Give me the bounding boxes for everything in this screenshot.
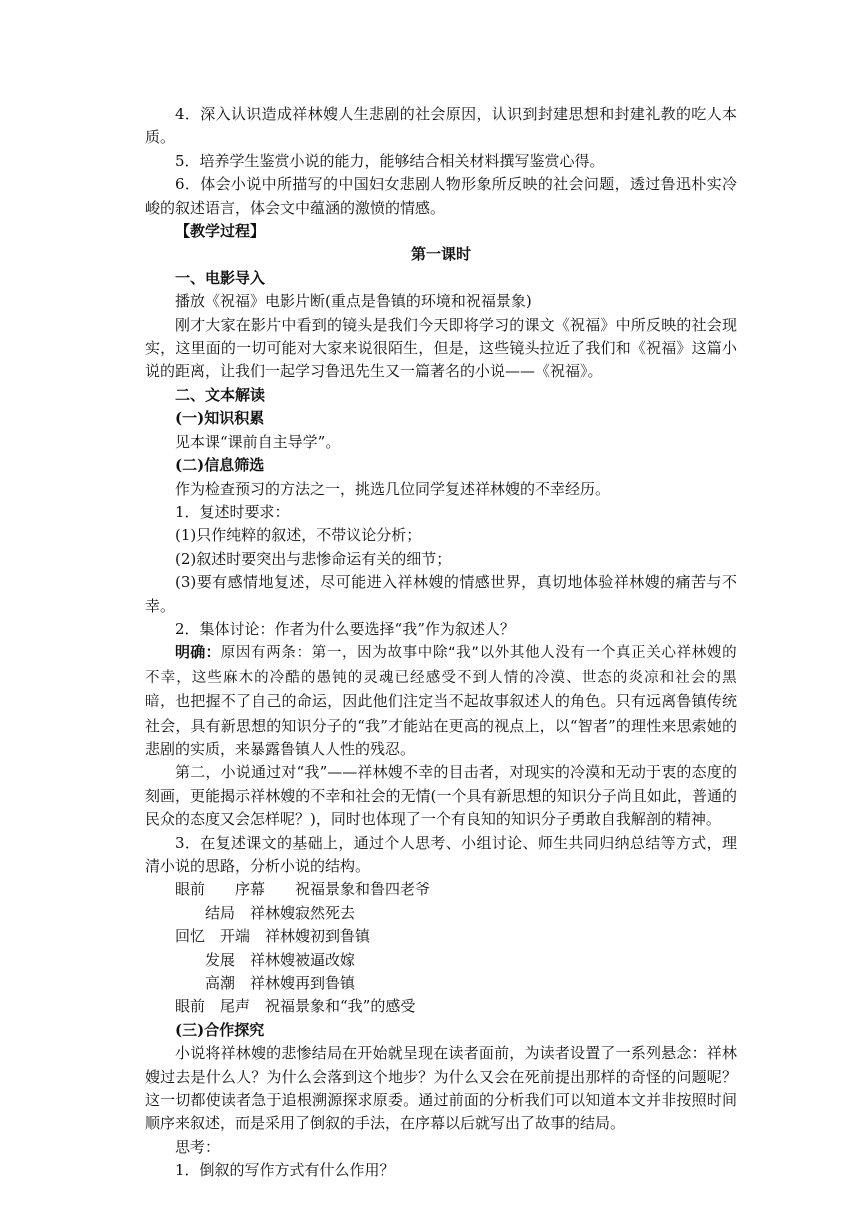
sub2-heading: (二)信息筛选 — [175, 456, 265, 475]
section1-heading: 一、电影导入 — [175, 268, 266, 287]
sub2-intro: 作为检查预习的方法之一，挑选几位同学复述祥林嫂的不幸经历。 — [175, 479, 611, 498]
answer-second: 第二，小说通过对“我”——祥林嫂不幸的目击者，对现实的冷漠和无动于衷的态度的刻画，更能揭示祥林嫂的不幸和社会的无情(一个具有新思想的知识分子尚且如此，普通的民众的态度又会怎样呢？)，同时也体现了一个有良知的知识分子勇敢自我解剖的精神。 — [145, 763, 737, 829]
answer-kai-text: 原因有两条：第一，因为故事中除“我”以外其他人没有一个真正关心祥林嫂的不幸，这些麻木的冷酷的愚钝的灵魂已经感受不到人情的冷漠、世态的炎凉和社会的黑暗， — [145, 645, 737, 711]
section1-para-2: 刚才大家在影片中看到的镜头是我们今天即将学习的课文《祝福》中所反映的社会现实，这里面的一切可能对大家来说很陌生，但是，这些镜头拉近了我们和《祝福》这篇小说的距离，让我们一起学习鲁迅先生又一篇著名的小说——《祝福》。 — [145, 315, 737, 381]
structure-line-4: 发展 祥林嫂被逼改嫁 — [190, 950, 356, 969]
structure-line-6: 眼前 尾声 祝福景象和“我”的感受 — [175, 997, 416, 1016]
sub2-q3: 3．在复述课文的基础上，通过个人思考、小组讨论、师生共同归纳总结等方式，理清小说的思路，分析小说的结构。 — [145, 833, 737, 875]
answer-rest-text: 也把握不了自己的命运，因此他们注定当不起故事叙述人的角色。只有远离鲁镇传统社会，具有新思想的知识分子的“我”才能站在更高的视点上，以“智者”的理性来思索她的悲剧的实质，来暴露鲁镇人人性的残忍。 — [145, 692, 737, 758]
requirement-3: (3)要有感情地复述，尽可能进入祥林嫂的情感世界，真切地体验祥林嫂的痛苦与不幸。 — [145, 573, 737, 615]
structure-line-5: 高潮 祥林嫂再到鲁镇 — [190, 974, 356, 993]
document-page — [145, 103, 737, 1183]
sub3-think: 思考： — [175, 1137, 221, 1156]
sub2-q2: 2．集体讨论：作者为什么要选择“我”作为叙述人？ — [175, 619, 515, 638]
structure-line-3: 回忆 开端 祥林嫂初到鲁镇 — [175, 927, 371, 946]
lesson-title: 第一课时 — [410, 245, 471, 264]
structure-line-2: 结局 祥林嫂寂然死去 — [190, 903, 356, 922]
sub3-para: 小说将祥林嫂的悲惨结局在开始就呈现在读者面前，为读者设置了一系列悬念：祥林嫂过去是什么人？为什么会落到这个地步？为什么又会在死前提出那样的奇怪的问题呢？这一切都使读者急于追根溯源探求原委。通过前面的分析我们可以知道本文并非按照时间顺序来叙述，而是采用了倒叙的手法，在序幕以后就写出了故事的结局。 — [145, 1044, 737, 1133]
objective-6: 6．体会小说中所描写的中国妇女悲剧人物形象所反映的社会问题，透过鲁迅朴实冷峻的叙述语言，体会文中蕴涵的激愤的情感。 — [145, 175, 737, 217]
answer-label: 明确： — [175, 643, 221, 662]
answer-paragraph — [145, 641, 737, 761]
sub2-q1: 1．复述时要求： — [175, 502, 290, 521]
process-heading: 【教学过程】 — [175, 222, 266, 241]
objective-4: 4．深入认识造成祥林嫂人生悲剧的社会原因，认识到封建思想和封建礼教的吃人本质。 — [145, 105, 737, 147]
requirement-2: (2)叙述时要突出与悲惨命运有关的细节； — [175, 549, 452, 568]
sub1-text: 见本课“课前自主导学”。 — [175, 432, 341, 451]
sub3-question: 1．倒叙的写作方式有什么作用？ — [175, 1161, 395, 1180]
objective-5: 5．培养学生鉴赏小说的能力，能够结合相关材料撰写鉴赏心得。 — [175, 151, 605, 170]
section1-para-1: 播放《祝福》电影片断(重点是鲁镇的环境和祝福景象) — [175, 292, 532, 311]
section2-heading: 二、文本解读 — [175, 385, 266, 404]
sub3-heading: (三)合作探究 — [175, 1020, 265, 1039]
sub1-heading: (一)知识积累 — [175, 409, 265, 428]
structure-line-1: 眼前 序幕 祝福景象和鲁四老爷 — [175, 880, 431, 899]
requirement-1: (1)只作纯粹的叙述，不带议论分析； — [175, 526, 422, 545]
